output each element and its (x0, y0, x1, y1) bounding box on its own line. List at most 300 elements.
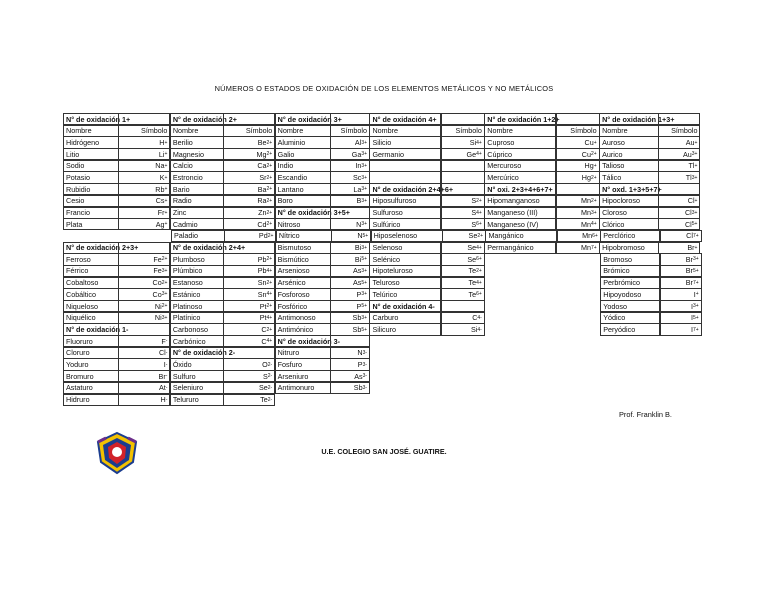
element-name-cell (484, 207, 556, 219)
symbol-cell: Pb 2+ (223, 253, 275, 265)
symbol-cell: C 2+ (223, 323, 275, 335)
cell-text: Silicio (372, 137, 392, 147)
symbol-cell (556, 323, 600, 335)
cell-text: Se (467, 243, 477, 253)
element-name-cell (484, 195, 556, 207)
cell-text: Niqueloso (66, 301, 98, 311)
cell-text: I (690, 324, 693, 334)
symbol-cell: B 3+ (330, 195, 370, 207)
element-name-cell (63, 335, 119, 347)
cell-text: Cúprico (487, 149, 513, 159)
element-name-cell (275, 265, 331, 277)
cell-text: Mg (256, 149, 267, 159)
symbol-cell: P 3- (330, 358, 370, 370)
cell-text: Peryódico (603, 324, 636, 334)
cell-text: Mangánico (488, 231, 524, 241)
symbol-cell: Pt 4+ (223, 312, 275, 324)
element-name-cell (275, 253, 331, 265)
cell-text: H (159, 137, 165, 147)
cell-text: N° oxi. 2+3+4+6+7+ (487, 184, 553, 194)
element-name-cell (170, 183, 224, 195)
element-name-cell (600, 230, 660, 242)
cell-text: Férrico (66, 266, 89, 276)
symbol-cell: Fe 2+ (118, 253, 170, 265)
cell-text: Sulfúrico (372, 219, 401, 229)
symbol-cell: Hg 2+ (556, 171, 600, 183)
cell-text: Símbolo (340, 126, 368, 136)
cell-text: Nítrico (278, 231, 300, 241)
element-name-cell (63, 136, 119, 148)
cell-text: Lantano (277, 184, 304, 194)
element-name-cell (369, 358, 441, 370)
symbol-cell: Mn 2+ (556, 195, 600, 207)
symbol-cell (559, 394, 603, 406)
element-name-cell (170, 171, 224, 183)
symbol-cell: I 3+ (660, 300, 702, 312)
cell-text: Sodio (66, 161, 85, 171)
element-name-cell (275, 370, 331, 382)
cell-text: C (261, 336, 267, 346)
symbol-cell: Bi 3+ (330, 242, 370, 254)
cell-text: Berilio (172, 137, 193, 147)
cell-text: Br (158, 371, 166, 381)
cell-text: Cl (684, 208, 692, 218)
symbol-cell: Be 2+ (223, 136, 275, 148)
cell-text: Manganeso (III) (487, 208, 538, 218)
element-name-cell (369, 382, 441, 394)
element-name-cell (484, 136, 556, 148)
table-row (63, 207, 705, 219)
symbol-cell: Cl + (658, 195, 700, 207)
element-name-cell (170, 323, 224, 335)
cell-text: Au (685, 137, 695, 147)
element-name-cell (63, 394, 119, 406)
oxidation-table (63, 113, 705, 405)
element-name-cell (484, 242, 556, 254)
symbol-cell: Au + (658, 136, 700, 148)
cell-text: Escandio (277, 172, 308, 182)
table-row (63, 136, 705, 148)
cell-text: Bromoso (603, 254, 633, 264)
symbol-cell: Li + (118, 148, 170, 160)
cell-text: Antimonoso (277, 313, 316, 323)
symbol-cell (556, 277, 600, 289)
cell-text: Plumboso (172, 254, 205, 264)
cell-text: Yódico (603, 313, 626, 323)
cell-text: Brómico (603, 266, 630, 276)
cell-text: Zinc (172, 208, 187, 218)
cell-text: Yoduro (66, 359, 89, 369)
symbol-cell: S 2+ (441, 195, 485, 207)
table-row (63, 171, 705, 183)
cell-text: Símbolo (455, 126, 482, 136)
symbol-cell (441, 183, 485, 195)
table-row (63, 323, 705, 335)
cell-text: O (262, 359, 268, 369)
element-name-cell (275, 323, 331, 335)
cell-text: Hg (581, 172, 591, 182)
cell-text: Sb (352, 324, 362, 334)
cell-text: Galio (277, 149, 295, 159)
cell-text: Al (354, 137, 362, 147)
cell-text: Permangánico (487, 243, 534, 253)
cell-text: Sulfuro (172, 371, 196, 381)
cell-text: Plúmbico (172, 266, 203, 276)
cell-text: Cloruro (66, 348, 90, 358)
element-name-cell (63, 265, 119, 277)
element-name-cell (275, 300, 331, 312)
cell-text: Te (468, 289, 477, 299)
element-name-cell (170, 312, 224, 324)
cell-text: Telúrico (372, 289, 398, 299)
cell-text: Hipobromoso (602, 243, 645, 253)
element-name-cell (600, 323, 660, 335)
cell-text: Fosforoso (277, 289, 310, 299)
element-name-cell (599, 148, 659, 160)
table-row (63, 113, 705, 125)
cell-text: Astaturo (66, 383, 93, 393)
cell-text: Ga (351, 149, 362, 159)
author-signature: Prof. Franklin B. (619, 410, 672, 419)
symbol-cell (661, 370, 703, 382)
element-name-cell (369, 136, 441, 148)
symbol-cell (441, 160, 485, 172)
cell-text: Hipocloroso (602, 196, 641, 206)
symbol-cell: Br - (118, 370, 170, 382)
element-name-cell (63, 253, 119, 265)
symbol-cell: As 3- (330, 370, 370, 382)
symbol-cell: Sr 2+ (223, 171, 275, 183)
cell-text: Bario (172, 184, 190, 194)
symbol-cell: Cl 7+ (660, 230, 702, 242)
element-name-cell (599, 218, 659, 230)
symbol-cell: Pt 2+ (223, 300, 275, 312)
cell-text: As (354, 371, 363, 381)
table-row (63, 312, 705, 324)
symbol-cell (658, 113, 700, 125)
symbol-cell (557, 347, 601, 359)
cell-text: S (262, 371, 268, 381)
element-name-cell (600, 312, 660, 324)
cell-text: Ni (154, 301, 162, 311)
symbol-cell: I - (118, 358, 170, 370)
symbol-cell: Ca 2+ (223, 160, 275, 172)
cell-text: Se (468, 231, 478, 241)
cell-text: Bismútico (277, 254, 309, 264)
cell-text: Nitruro (277, 348, 300, 358)
element-name-cell (369, 300, 441, 312)
cell-text: Fe (153, 266, 162, 276)
symbol-cell: Mn 7+ (556, 242, 600, 254)
element-name-cell (170, 113, 237, 125)
element-name-cell (275, 358, 331, 370)
cell-text: Teluroso (372, 278, 400, 288)
element-name-cell (275, 183, 331, 195)
symbol-cell: Se 6+ (441, 253, 485, 265)
cell-text: Selenoso (372, 243, 403, 253)
symbol-cell: S 4+ (441, 207, 485, 219)
cell-text: Cl (686, 231, 693, 241)
cell-text: Bromuro (66, 371, 94, 381)
element-name-cell (484, 218, 556, 230)
cell-text: Ca (257, 161, 267, 171)
element-name-cell (484, 323, 556, 335)
symbol-cell: Se 4+ (441, 242, 485, 254)
element-name-cell (600, 288, 660, 300)
cell-text: Cl (684, 219, 692, 229)
cell-text: N° de oxidación 1+3+ (602, 114, 675, 124)
table-row (63, 335, 705, 347)
symbol-cell: Pd 2+ (224, 230, 276, 242)
symbol-cell: Sn 4+ (223, 288, 275, 300)
page-title: NÚMEROS O ESTADOS DE OXIDACIÓN DE LOS ELEMENTOS METÁLICOS Y NO METÁLICOS (214, 84, 554, 93)
element-name-cell (485, 347, 557, 359)
element-name-cell (170, 218, 224, 230)
cell-text: Magnesio (172, 149, 204, 159)
cell-text: Radio (172, 196, 192, 206)
element-name-cell (601, 347, 661, 359)
cell-text: Cobaltoso (66, 278, 99, 288)
table-row (63, 265, 705, 277)
element-name-cell (275, 113, 342, 125)
cell-text: La (353, 184, 362, 194)
cell-text: Hidruro (66, 395, 90, 405)
symbol-cell: Ni 3+ (118, 312, 170, 324)
cell-text: C (261, 324, 267, 334)
symbol-cell: As 3+ (330, 265, 370, 277)
symbol-cell: C 4- (441, 312, 485, 324)
symbol-cell (557, 358, 601, 370)
cell-text: N (357, 231, 363, 241)
symbol-cell: Rb + (118, 183, 170, 195)
cell-text: Pb (257, 266, 267, 276)
cell-text: Rb (155, 184, 165, 194)
table-row (63, 370, 705, 382)
symbol-cell: Cd 2+ (223, 218, 275, 230)
symbol-cell (119, 230, 171, 242)
symbol-cell: Br + (658, 242, 700, 254)
element-name-cell (484, 171, 556, 183)
cell-text: Hipoyodoso (603, 289, 642, 299)
element-name-cell (484, 113, 560, 125)
symbol-cell (118, 113, 170, 125)
cell-text: Fluoruro (66, 336, 93, 346)
cell-text: N° de oxidación 3+5+ (277, 208, 351, 218)
cell-text: Pt (259, 313, 267, 323)
element-name-cell (275, 277, 331, 289)
symbol-cell (441, 382, 485, 394)
symbol-cell (661, 347, 703, 359)
element-name-cell (275, 312, 331, 324)
symbol-cell (330, 113, 370, 125)
cell-text: F (161, 336, 166, 346)
symbol-cell: Se 2+ (442, 230, 486, 242)
symbol-cell: Ga 3+ (330, 148, 370, 160)
element-name-cell (63, 358, 119, 370)
symbol-cell: S 6+ (441, 218, 485, 230)
element-name-cell (369, 335, 441, 347)
symbol-cell: As 5+ (330, 277, 370, 289)
symbol-cell: Na + (118, 160, 170, 172)
symbol-cell: Mn 4+ (556, 218, 600, 230)
symbol-cell: Mn 3+ (556, 207, 600, 219)
cell-text: P (356, 289, 362, 299)
symbol-cell (441, 347, 485, 359)
element-name-cell (599, 171, 659, 183)
element-name-cell (170, 253, 224, 265)
cell-text: Bismutoso (277, 243, 312, 253)
cell-text: Co (152, 278, 162, 288)
cell-text: As (352, 278, 362, 288)
cell-text: Zn (258, 208, 267, 218)
cell-text: N (356, 219, 362, 229)
cell-text: Símbolo (570, 126, 597, 136)
table-row (63, 230, 705, 242)
table-row (63, 253, 705, 265)
element-name-cell (484, 148, 556, 160)
element-name-cell (485, 230, 557, 242)
cell-text: Niquélico (66, 313, 96, 323)
cell-text: Be (257, 137, 267, 147)
element-name-cell (275, 160, 331, 172)
cell-text: Cu (584, 137, 594, 147)
symbol-cell (330, 125, 370, 137)
symbol-cell: K + (118, 171, 170, 183)
cell-text: Sn (257, 289, 267, 299)
symbol-cell: At - (118, 382, 170, 394)
cell-text: Nombre (372, 126, 399, 136)
cell-text: Yodoso (603, 301, 627, 311)
element-name-cell (171, 230, 225, 242)
symbol-cell (331, 394, 371, 406)
table-row (63, 160, 705, 172)
cell-text: N° de oxidación 3- (277, 336, 341, 346)
cell-text: Sn (257, 278, 267, 288)
symbol-cell (441, 370, 485, 382)
cell-text: Cobáltico (66, 289, 96, 299)
cell-text: Mercúrico (487, 172, 519, 182)
symbol-cell: Si 4- (441, 323, 485, 335)
cell-text: Indio (277, 161, 294, 171)
cell-text: Fe (153, 254, 162, 264)
symbol-cell: Ni 2+ (118, 300, 170, 312)
cell-text: N° de oxidación 2+3+ (66, 243, 139, 253)
cell-text: Litio (66, 149, 80, 159)
symbol-cell: Sb 5+ (330, 323, 370, 335)
cell-text: I (690, 313, 693, 323)
symbol-cell: Cl 3+ (658, 207, 700, 219)
symbol-cell (663, 394, 705, 406)
element-name-cell (369, 207, 441, 219)
cell-text: Óxido (172, 359, 192, 369)
element-name-cell (484, 288, 556, 300)
cell-text: Platinoso (172, 301, 203, 311)
element-name-cell (275, 125, 331, 137)
element-name-cell (170, 160, 224, 172)
symbol-cell: Au 3+ (658, 148, 700, 160)
cell-text: Cu (581, 149, 591, 159)
element-name-cell (484, 160, 556, 172)
school-footer: U.E. COLEGIO SAN JOSÉ. GUATIRE. (321, 447, 447, 456)
cell-text: Sc (352, 172, 362, 182)
cell-text: P (356, 301, 362, 311)
symbol-cell: Co 2+ (118, 277, 170, 289)
element-name-cell (603, 394, 663, 406)
cell-text: Francio (66, 208, 90, 218)
element-name-cell (170, 125, 224, 137)
element-name-cell (369, 288, 441, 300)
element-name-cell (170, 358, 224, 370)
symbol-cell: In 3+ (330, 160, 370, 172)
cell-text: Br (685, 266, 693, 276)
element-name-cell (600, 277, 660, 289)
element-name-cell (63, 171, 119, 183)
symbol-cell: Mg 2+ (223, 148, 275, 160)
symbol-cell: Br 5+ (660, 265, 702, 277)
cell-text: Tl (685, 172, 692, 182)
symbol-cell (556, 113, 600, 125)
cell-text: Carburo (372, 313, 399, 323)
element-name-cell (369, 160, 441, 172)
element-name-cell (170, 277, 224, 289)
cell-text: N° de oxidación 2- (172, 348, 236, 358)
table-row (63, 183, 705, 195)
cell-text: Ni (154, 313, 162, 323)
symbol-cell (661, 335, 703, 347)
element-name-cell (369, 218, 441, 230)
cell-text: Nombre (172, 126, 199, 136)
element-name-cell (484, 300, 556, 312)
cell-text: Tálico (602, 172, 622, 182)
cell-text: Antimónico (277, 324, 314, 334)
symbol-cell: I 5+ (660, 312, 702, 324)
symbol-cell (441, 300, 485, 312)
cell-text: Potasio (66, 172, 90, 182)
symbol-cell: Te 2+ (441, 265, 485, 277)
table-row (63, 218, 705, 230)
cell-text: Sulfuroso (372, 208, 403, 218)
cell-text: Te (260, 395, 268, 405)
cell-text: Auroso (602, 137, 625, 147)
cell-text: N° de oxidación 1+ (66, 114, 131, 124)
symbol-cell: Fr + (118, 207, 170, 219)
symbol-cell: Se 2- (223, 382, 275, 394)
symbol-cell: Si 4+ (441, 136, 485, 148)
element-name-cell (63, 218, 119, 230)
cell-text: N° de oxidación 1- (66, 324, 129, 334)
element-name-cell (484, 253, 556, 265)
symbol-cell: Sc 3+ (330, 171, 370, 183)
element-name-cell (369, 347, 441, 359)
element-name-cell (63, 288, 119, 300)
symbol-cell: Mn 6+ (557, 230, 601, 242)
element-name-cell (170, 265, 224, 277)
symbol-cell (330, 207, 370, 219)
symbol-cell: Cl - (118, 347, 170, 359)
cell-text: B (356, 196, 362, 206)
symbol-cell: Cs + (118, 195, 170, 207)
table-row (63, 125, 705, 137)
cell-text: Arsenioso (277, 266, 310, 276)
cell-text: Manganeso (IV) (487, 219, 539, 229)
cell-text: N° de oxidación 4- (372, 301, 435, 311)
cell-text: Si (469, 137, 477, 147)
symbol-cell: Ra 2+ (223, 195, 275, 207)
cell-text: Antimonuro (277, 383, 315, 393)
cell-text: As (352, 266, 362, 276)
cell-text: Cloroso (602, 208, 627, 218)
cell-text: N° oxd. 1+3+5+7+ (602, 184, 662, 194)
